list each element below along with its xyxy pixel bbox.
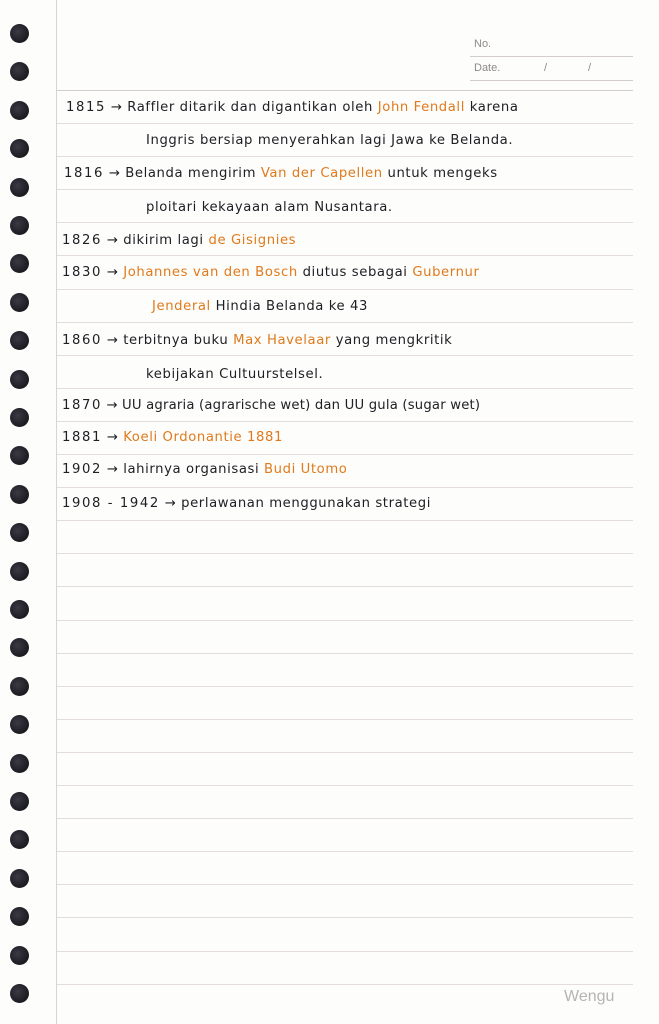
entry-highlight: Van der Capellen: [260, 166, 383, 181]
binder-hole: [10, 984, 29, 1003]
binder-hole: [10, 408, 29, 427]
entry-continuation: [146, 200, 393, 215]
entry-text: Belanda mengirim: [125, 166, 257, 181]
ruled-line: [57, 123, 633, 124]
entry-line-1870: [62, 398, 480, 413]
ruled-line: [57, 222, 633, 223]
entry-text-after: untuk mengeks: [387, 166, 498, 181]
ruled-line: [57, 586, 633, 587]
ruled-line: [57, 520, 633, 521]
entry-continuation: [152, 299, 368, 314]
date-separator-2: /: [588, 62, 592, 74]
entry-text-after: Hindia Belanda ke 43: [215, 299, 369, 314]
header-rule: [470, 80, 633, 81]
entry-text-after: diutus sebagai: [302, 265, 408, 280]
entry-text: Raffler ditarik dan digantikan oleh: [127, 100, 373, 115]
header-rule: [470, 56, 633, 57]
binder-hole: [10, 715, 29, 734]
entry-line-1902: [62, 462, 347, 477]
entry-line-1908-1942: [62, 496, 431, 511]
ruled-line: [57, 289, 633, 290]
entry-text: terbitnya buku: [123, 333, 229, 348]
arrow: →: [106, 265, 119, 280]
ruled-line: [57, 686, 633, 687]
binder-hole: [10, 101, 29, 120]
watermark: Wengu: [564, 988, 615, 1005]
binder-hole: [10, 24, 29, 43]
arrow: →: [110, 100, 123, 115]
entry-highlight: Koeli Ordonantie 1881: [123, 430, 284, 445]
ruled-line: [57, 984, 633, 985]
entry-highlight-2: Gubernur: [412, 265, 480, 280]
entry-year: 1881: [62, 430, 102, 445]
entry-highlight: John Fendall: [377, 100, 465, 115]
ruled-line: [57, 851, 633, 852]
ruled-line: [57, 752, 633, 753]
binder-hole: [10, 869, 29, 888]
binder-hole: [10, 754, 29, 773]
ruled-line: [57, 917, 633, 918]
binder-hole: [10, 178, 29, 197]
entry-text: perlawanan menggunakan strategi: [181, 496, 431, 511]
entry-text: ploitari kekayaan alam Nusantara.: [146, 200, 393, 215]
entry-text: UU agraria (agrarische wet) dan UU gula (sugar wet): [122, 398, 481, 413]
entry-text-after: yang mengkritik: [335, 333, 453, 348]
arrow: →: [106, 430, 119, 445]
entry-text: Inggris bersiap menyerahkan lagi Jawa ke Belanda.: [146, 133, 514, 148]
entry-year: 1830: [62, 265, 102, 280]
ruled-line: [57, 719, 633, 720]
arrow: →: [164, 496, 177, 511]
entry-line-1826: [62, 233, 296, 248]
binder-hole: [10, 446, 29, 465]
binder-hole: [10, 907, 29, 926]
ruled-line: [57, 818, 633, 819]
entry-line-1860: [62, 333, 452, 348]
binder-hole: [10, 677, 29, 696]
ruled-line: [57, 255, 633, 256]
arrow: →: [106, 233, 119, 248]
binder-hole: [10, 638, 29, 657]
entry-text: dikirim lagi: [123, 233, 204, 248]
entry-line-1816: [64, 166, 498, 181]
entry-highlight: Budi Utomo: [264, 462, 348, 477]
entry-line-1815: [66, 100, 519, 115]
no-label: No.: [474, 38, 492, 50]
ruled-line: [57, 884, 633, 885]
entry-highlight: Max Havelaar: [233, 333, 331, 348]
binder-hole: [10, 523, 29, 542]
entry-year: 1860: [62, 333, 102, 348]
binder-hole: [10, 62, 29, 81]
binder-hole: [10, 830, 29, 849]
arrow: →: [106, 462, 119, 477]
binder-hole: [10, 331, 29, 350]
binder-hole: [10, 562, 29, 581]
arrow: →: [106, 333, 119, 348]
entry-year: 1815: [66, 100, 106, 115]
entry-year: 1908 - 1942: [62, 496, 160, 511]
ruled-line: [57, 388, 633, 389]
margin-line: [56, 0, 57, 1024]
entry-text: kebijakan Cultuurstelsel.: [146, 367, 324, 382]
entry-highlight: Johannes van den Bosch: [123, 265, 298, 280]
ruled-line: [57, 189, 633, 190]
binder-holes: [0, 0, 40, 1024]
binder-hole: [10, 293, 29, 312]
ruled-line: [57, 653, 633, 654]
binder-hole: [10, 139, 29, 158]
arrow: →: [108, 166, 121, 181]
entry-line-1881: [62, 430, 283, 445]
entry-continuation: [146, 133, 513, 148]
binder-hole: [10, 254, 29, 273]
arrow: →: [106, 398, 118, 413]
binder-hole: [10, 485, 29, 504]
date-label: Date.: [474, 62, 501, 74]
ruled-line: [57, 421, 633, 422]
entry-line-1830: [62, 265, 480, 280]
entry-year: 1870: [62, 398, 102, 413]
binder-hole: [10, 946, 29, 965]
ruled-line: [57, 785, 633, 786]
top-rule: [57, 90, 633, 91]
ruled-line: [57, 454, 633, 455]
date-separator-1: /: [544, 62, 548, 74]
ruled-line: [57, 951, 633, 952]
entry-year: 1902: [62, 462, 102, 477]
entry-continuation: [146, 367, 323, 382]
entry-year: 1816: [64, 166, 104, 181]
entry-year: 1826: [62, 233, 102, 248]
binder-hole: [10, 216, 29, 235]
ruled-line: [57, 322, 633, 323]
entry-text: lahirnya organisasi: [123, 462, 260, 477]
ruled-line: [57, 487, 633, 488]
binder-hole: [10, 600, 29, 619]
ruled-line: [57, 620, 633, 621]
entry-highlight: Jenderal: [152, 299, 211, 314]
binder-hole: [10, 792, 29, 811]
binder-hole: [10, 370, 29, 389]
entry-highlight: de Gisignies: [208, 233, 297, 248]
ruled-line: [57, 355, 633, 356]
ruled-line: [57, 553, 633, 554]
entry-text-after: karena: [469, 100, 519, 115]
ruled-line: [57, 156, 633, 157]
